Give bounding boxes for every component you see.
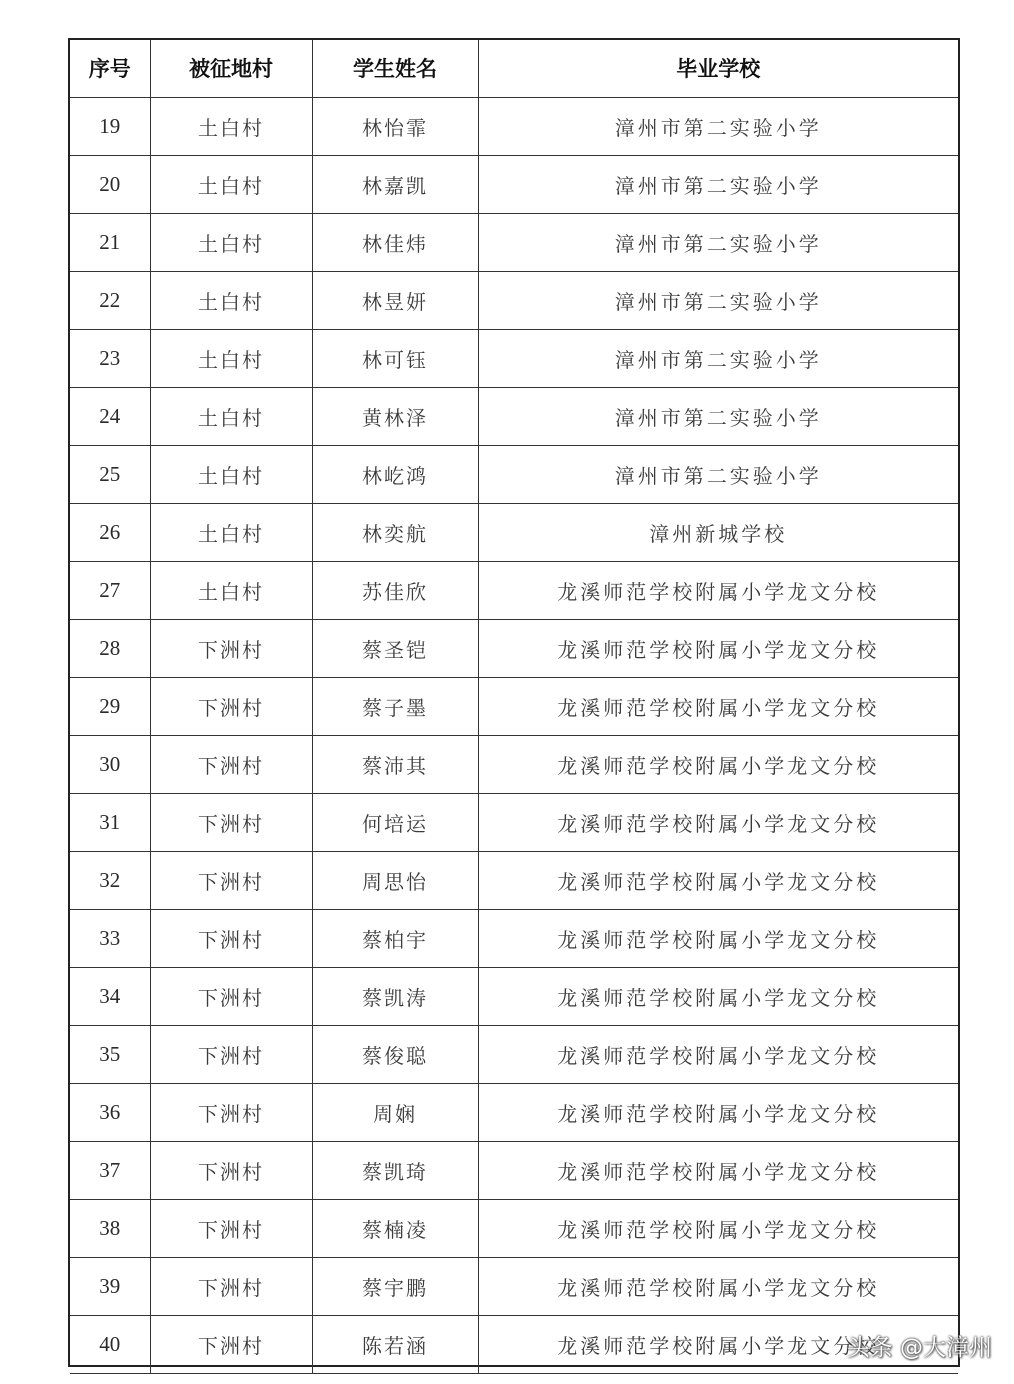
cell-serial-number: 30	[70, 735, 150, 793]
cell-village: 土白村	[150, 329, 312, 387]
cell-village: 土白村	[150, 445, 312, 503]
table-row	[70, 1257, 958, 1315]
cell-graduation-school: 龙溪师范学校附属小学龙文分校	[478, 793, 958, 851]
cell-village: 土白村	[150, 561, 312, 619]
table-row	[70, 445, 958, 503]
cell-serial-number: 25	[70, 445, 150, 503]
table-row	[70, 735, 958, 793]
cell-student-name: 林佳炜	[312, 213, 478, 271]
cell-serial-number: 28	[70, 619, 150, 677]
table-row	[70, 1083, 958, 1141]
cell-student-name: 林可钰	[312, 329, 478, 387]
table-row	[70, 271, 958, 329]
cell-student-name: 蔡俊聪	[312, 1025, 478, 1083]
cell-village: 土白村	[150, 213, 312, 271]
source-watermark: 头条 @大漳州	[846, 1335, 992, 1361]
cell-serial-number: 27	[70, 561, 150, 619]
cell-student-name: 蔡柏宇	[312, 909, 478, 967]
cell-student-name: 周思怡	[312, 851, 478, 909]
cell-graduation-school: 龙溪师范学校附属小学龙文分校	[478, 1141, 958, 1199]
cell-serial-number: 26	[70, 503, 150, 561]
table-row	[70, 213, 958, 271]
cell-student-name: 蔡沛其	[312, 735, 478, 793]
table-row	[70, 155, 958, 213]
cell-serial-number: 22	[70, 271, 150, 329]
cell-student-name: 蔡凯琦	[312, 1141, 478, 1199]
cell-student-name: 蔡楠凌	[312, 1199, 478, 1257]
cell-graduation-school: 龙溪师范学校附属小学龙文分校	[478, 735, 958, 793]
cell-serial-number: 32	[70, 851, 150, 909]
header-village: 被征地村	[150, 40, 312, 97]
cell-graduation-school: 漳州市第二实验小学	[478, 213, 958, 271]
table-row	[70, 909, 958, 967]
cell-village: 下洲村	[150, 1257, 312, 1315]
cell-village: 下洲村	[150, 909, 312, 967]
header-serial-number: 序号	[70, 40, 150, 97]
cell-student-name: 林屹鸿	[312, 445, 478, 503]
roster-body	[70, 97, 958, 1373]
cell-serial-number: 35	[70, 1025, 150, 1083]
cell-graduation-school: 龙溪师范学校附属小学龙文分校	[478, 1257, 958, 1315]
student-roster-sheet	[68, 38, 960, 1367]
table-row	[70, 793, 958, 851]
cell-serial-number: 20	[70, 155, 150, 213]
table-row	[70, 1199, 958, 1257]
cell-village: 土白村	[150, 271, 312, 329]
cell-village: 下洲村	[150, 735, 312, 793]
cell-graduation-school: 龙溪师范学校附属小学龙文分校	[478, 1199, 958, 1257]
header-graduation-school: 毕业学校	[478, 40, 958, 97]
table-row	[70, 851, 958, 909]
cell-student-name: 林怡霏	[312, 97, 478, 155]
cell-student-name: 林嘉凯	[312, 155, 478, 213]
cell-graduation-school: 龙溪师范学校附属小学龙文分校	[478, 677, 958, 735]
cell-student-name: 陈若涵	[312, 1315, 478, 1373]
cell-village: 土白村	[150, 97, 312, 155]
cell-graduation-school: 漳州市第二实验小学	[478, 445, 958, 503]
cell-student-name: 林昱妍	[312, 271, 478, 329]
cell-village: 下洲村	[150, 619, 312, 677]
cell-graduation-school: 龙溪师范学校附属小学龙文分校	[478, 561, 958, 619]
cell-village: 下洲村	[150, 1025, 312, 1083]
table-row	[70, 503, 958, 561]
cell-graduation-school: 龙溪师范学校附属小学龙文分校	[478, 909, 958, 967]
table-row	[70, 1025, 958, 1083]
cell-student-name: 苏佳欣	[312, 561, 478, 619]
header-row	[70, 40, 958, 97]
cell-village: 下洲村	[150, 677, 312, 735]
cell-serial-number: 29	[70, 677, 150, 735]
cell-serial-number: 34	[70, 967, 150, 1025]
cell-student-name: 何培运	[312, 793, 478, 851]
cell-village: 土白村	[150, 155, 312, 213]
cell-village: 下洲村	[150, 1083, 312, 1141]
table-row	[70, 619, 958, 677]
cell-student-name: 周娴	[312, 1083, 478, 1141]
cell-graduation-school: 龙溪师范学校附属小学龙文分校	[478, 1083, 958, 1141]
cell-serial-number: 21	[70, 213, 150, 271]
cell-graduation-school: 漳州市第二实验小学	[478, 97, 958, 155]
cell-student-name: 黄林泽	[312, 387, 478, 445]
cell-village: 下洲村	[150, 1315, 312, 1373]
cell-graduation-school: 漳州市第二实验小学	[478, 329, 958, 387]
cell-serial-number: 33	[70, 909, 150, 967]
table-row	[70, 967, 958, 1025]
cell-student-name: 蔡圣铠	[312, 619, 478, 677]
cell-student-name: 蔡子墨	[312, 677, 478, 735]
cell-village: 下洲村	[150, 851, 312, 909]
table-row	[70, 1315, 958, 1373]
cell-village: 下洲村	[150, 967, 312, 1025]
cell-village: 下洲村	[150, 1141, 312, 1199]
cell-student-name: 林奕航	[312, 503, 478, 561]
cell-graduation-school: 漳州市第二实验小学	[478, 271, 958, 329]
cell-village: 土白村	[150, 503, 312, 561]
cell-serial-number: 19	[70, 97, 150, 155]
cell-village: 下洲村	[150, 1199, 312, 1257]
table-row	[70, 677, 958, 735]
cell-village: 土白村	[150, 387, 312, 445]
table-row	[70, 97, 958, 155]
table-row	[70, 561, 958, 619]
student-roster-table	[70, 40, 958, 1374]
cell-graduation-school: 龙溪师范学校附属小学龙文分校	[478, 967, 958, 1025]
cell-serial-number: 24	[70, 387, 150, 445]
cell-graduation-school: 龙溪师范学校附属小学龙文分校	[478, 1315, 958, 1373]
table-row	[70, 1141, 958, 1199]
cell-graduation-school: 龙溪师范学校附属小学龙文分校	[478, 619, 958, 677]
cell-graduation-school: 漳州市第二实验小学	[478, 387, 958, 445]
cell-serial-number: 37	[70, 1141, 150, 1199]
cell-serial-number: 23	[70, 329, 150, 387]
cell-serial-number: 40	[70, 1315, 150, 1373]
header-student-name: 学生姓名	[312, 40, 478, 97]
cell-graduation-school: 龙溪师范学校附属小学龙文分校	[478, 1025, 958, 1083]
cell-serial-number: 36	[70, 1083, 150, 1141]
cell-graduation-school: 漳州市第二实验小学	[478, 155, 958, 213]
table-row	[70, 387, 958, 445]
cell-serial-number: 31	[70, 793, 150, 851]
table-row	[70, 329, 958, 387]
cell-student-name: 蔡宇鹏	[312, 1257, 478, 1315]
cell-village: 下洲村	[150, 793, 312, 851]
cell-graduation-school: 漳州新城学校	[478, 503, 958, 561]
cell-graduation-school: 龙溪师范学校附属小学龙文分校	[478, 851, 958, 909]
cell-student-name: 蔡凯涛	[312, 967, 478, 1025]
cell-serial-number: 38	[70, 1199, 150, 1257]
cell-serial-number: 39	[70, 1257, 150, 1315]
